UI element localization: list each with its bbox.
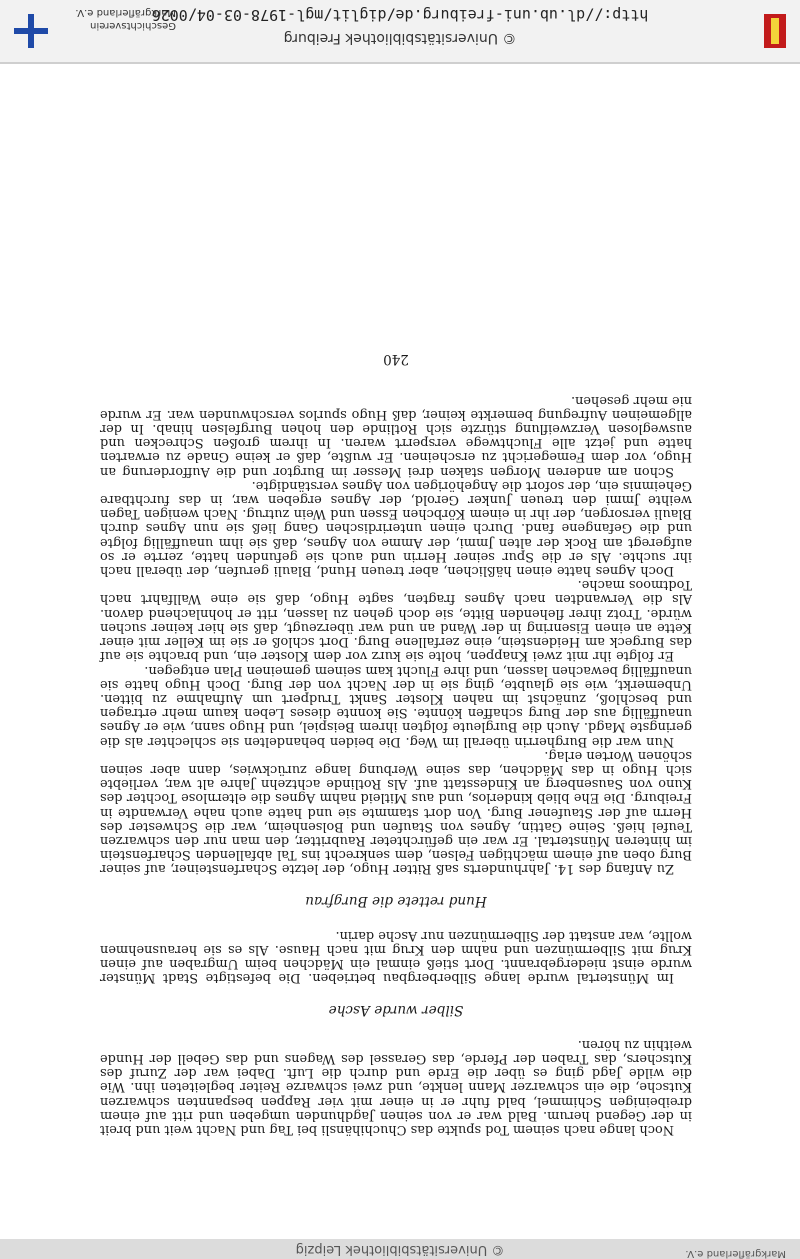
heading-silber: Silber wurde Asche: [328, 1001, 464, 1018]
top-corner-label: Markgräflerland e.V.: [685, 1248, 786, 1259]
story-paragraph-5: Schon am anderen Morgen staken drei Messer im Burgtor und die Aufforderung an Hugo, vor dem Femegericht zu erscheinen. Er wußte, daß er keine Gnade zu erwarten hatte und jetzt alle Fluchtwege versperrt waren. In ihrem großen Schrecken und ausweglosen Verzweiflung stürzte sich Rotlinde den hohen Burgfelsen hinab. In der allgemeinen Aufregung bemerkte keiner, daß Hugo spurlos verschwunden war. Er wurde nie mehr gesehen.: [100, 392, 692, 479]
heading-hund: Hund rettete die Burgfrau: [305, 892, 487, 909]
footer-society-line-2: Markgräflerland e.V.: [75, 7, 176, 18]
story-paragraph-1: Zu Anfang des 14. Jahrhunderts saß Ritter Hugo, der letzte Scharfensteiner, auf seiner Burg oben auf einem mächtigen Felsen, dem senkrecht ins Tal abfallenden Scharfenstein im hinteren Münstertal. Er war ein gefürchteter Raubritter, den man nur den schwarzen Teufel hieß. Seine Gattin, Agnes von Staufen und Bolsenheim, war die Schwester des Herrn auf der Staufener Burg. Von dort stammte sie und hatte auch nahe Verwandte in Freiburg. Die Ehe blieb kinderlos, und aus Mitleid nahm Agnes die elternlose Tochter des Kuno von Sausenberg an Kindesstatt auf. Als Rotlinde achtzehn Jahre alt war, verliebte sich Hugo in das Mädchen, das seine Werbung lange zurückwies, dann aber seinen schönen Worten erlag.: [100, 747, 692, 877]
footer-divider: [0, 62, 800, 64]
story-paragraph-4: Doch Agnes hatte einen häßlichen, aber treuen Hund, Blauli gerufen, der überall nach ihr suchte. Als er die Spur seiner Herrin und auch sie gefunden hatte, zerrte er so aufgeregt am Rock der alten Jmmi, der Amme von Agnes, daß sie ihm unauffällig folgte und die Gefangene fand. Durch einen unterirdischen Gang ließ sie nun Agnes durch Blauli versorgen, der ihr in einem Körbchen Essen und Wein zutrug. Nach wenigen Tagen weihte Jmmi den treuen Junker Gerold, der Agnes ergeben war, in das furchtbare Geheimnis ein, der sofort die Angehörigen von Agnes verständigte.: [100, 477, 692, 579]
silver-paragraph: Im Münstertal wurde lange Silberbergbau betrieben. Die befestigte Stadt Münster wurde einst niedergebrannt. Dort stieß einmal ein Mädchen beim Umgraben auf einen Krug mit Silbermünzen und nahm den Krug mit nach Hause. Als es sie herausnehmen wollte, war anstatt der Silbermünzen nur Asche darin.: [100, 927, 692, 986]
footer-bar: [0, 0, 800, 64]
footer-permalink[interactable]: http://dl.ub.uni-freiburg.de/diglit/mgl-1978-03-04/0026: [151, 6, 649, 24]
footer-library-credit: © Universitätsbibliothek Freiburg: [283, 30, 517, 46]
page-number: 240: [383, 351, 409, 368]
top-library-credit: © Universitätsbibliothek Leipzig: [295, 1242, 505, 1257]
story-paragraph-3: Er folgte ihr mit zwei Knappen, holte sie kurz vor dem Kloster ein, und brachte sie auf das Burgeck am Heidenstein, eine zerfallene Burg. Dort schloß er sie im Keller mit einer Kette an einen Eisenring in der Wand an und war überzeugt, daß sie hier keiner suchen würde. Trotz ihrer flehenden Bitte, sie doch gehen zu lassen, ritt er hohnlachend davon. Als die Verwandten nach Agnes fragten, sagte Hugo, daß sie eine Wallfahrt nach Todtmoos mache.: [100, 577, 692, 664]
story-paragraph-2: Nun war die Burgherrin überall im Weg. Die beiden behandelten sie schlechter als die geringste Magd. Auch die Burgleute folgten ihrem Beispiel, und Hugo sann, wie er Agnes unauffällig aus der Burg schaffen könnte. Sie konnte dieses Leben kaum mehr ertragen und beschloß, zunächst im nahen Kloster Sankt Trudpert um Aufnahme zu bitten. Unbemerkt, wie sie glaubte, ging sie in der Nacht von der Burg. Doch Hugo hatte sie unauffällig bewachen lassen, und ihre Flucht kam seinem gemeinen Plan entgegen.: [100, 662, 692, 749]
footer-society: [56, 6, 176, 32]
intro-paragraph: Noch lange nach seinem Tod spukte das Chuchihänsli bei Tag und Nacht weit und breit in der Gegend herum. Bald war er von seinen Jagdhunden umgeben und ritt auf einem dreibeinigen Schimmel, bald fuhr er in einer mit vier Rappen bespannten schwarzen Kutsche, die ein schwarzer Mann lenkte, und zwei schwarze Reiter begleiteten ihn. Wie die wilde Jagd ging es über die Erde und durch die Luft. Dabei war der Zuruf des Kutschers, das Traben der Pferde, das Gerassel des Wagens und das Gebell der Hunde weithin zu hören.: [100, 1036, 692, 1137]
top-bar: [0, 1239, 800, 1259]
library-logo-icon: [14, 14, 48, 48]
article-body: [100, 352, 692, 1136]
footer-society-line-1: Geschichtsverein: [90, 20, 176, 31]
